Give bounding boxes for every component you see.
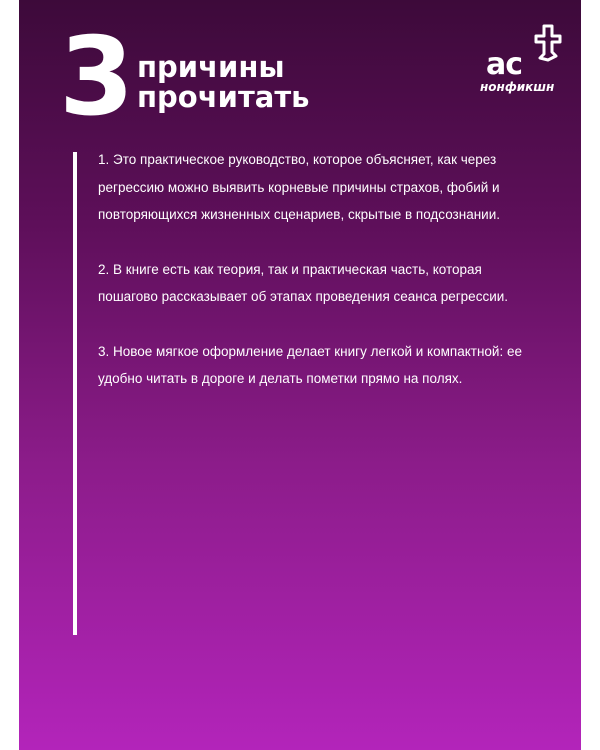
headline-line-2: прочитать (137, 80, 310, 114)
reasons-list (98, 146, 538, 420)
reason-item-3: 3. Новое мягкое оформление делает книгу легкой и компактной: ее удобно читать в дороге и делать пометки прямо на полях. (98, 343, 522, 386)
poster (19, 0, 581, 750)
publisher-logo (478, 22, 568, 102)
headline (137, 52, 309, 112)
headline-line-1: причины (137, 50, 285, 84)
big-number: 3 (59, 15, 135, 140)
logo-text-bottom: нонфикшн (480, 80, 555, 94)
reason-item-2: 2. В книге есть как теория, так и практическая часть, которая пошагово рассказывает об этапах проведения сеанса регрессии. (98, 261, 509, 304)
vertical-divider (73, 152, 77, 635)
reason-item-1: 1. Это практическое руководство, которое объясняет, как через регрессию можно выявить корневые причины страхов, фобий и повторяющихся жизненных сценариев, скрытые в подсознании. (98, 152, 500, 222)
logo-text-top: ас (486, 47, 523, 82)
